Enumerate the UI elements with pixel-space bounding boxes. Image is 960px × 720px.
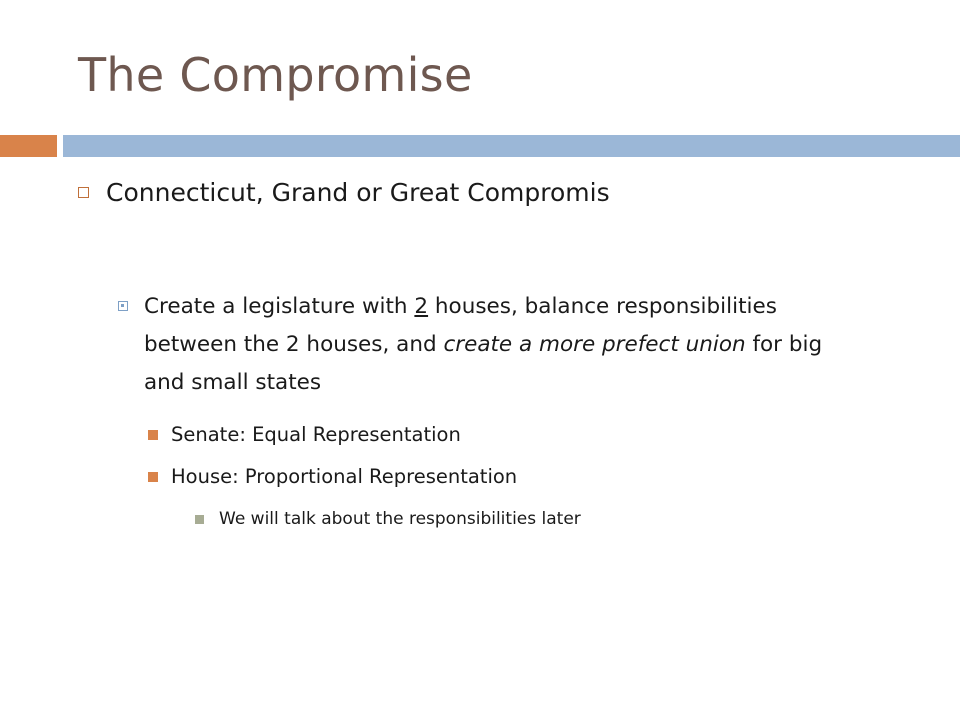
square-bullet-icon — [118, 301, 128, 311]
square-bullet-icon — [78, 187, 89, 198]
bullet-2-part-1: Create a legislature with — [144, 294, 415, 319]
sub-sub-bullet-text: We will talk about the responsibilities later — [219, 509, 581, 529]
bullet-2-part-3: for big and small states — [144, 332, 823, 395]
slide-title: The Compromise — [78, 48, 473, 102]
bullet-level-1 — [78, 178, 938, 207]
bullet-level-2-text — [118, 288, 838, 402]
sub-bullet-text: House: Proportional Representation — [171, 465, 518, 488]
bullet-2-number: 2 — [414, 294, 429, 319]
square-bullet-icon — [148, 430, 158, 440]
bullet-level-1-text: Connecticut, Grand or Great Compromis — [106, 178, 610, 207]
sub-bullet-house — [148, 465, 517, 488]
bullet-level-2 — [118, 288, 838, 402]
bullet-2-italic: create a more prefect union — [443, 332, 746, 357]
accent-bar-orange — [0, 135, 57, 157]
sub-bullet-text: Senate: Equal Representation — [171, 423, 461, 446]
sub-bullet-senate — [148, 423, 461, 446]
square-bullet-icon — [148, 472, 158, 482]
sub-sub-bullet — [195, 509, 581, 529]
square-bullet-icon — [195, 515, 204, 524]
bullet-2-part-2: houses, balance responsibilities between the 2 houses, and — [144, 294, 777, 357]
accent-bar-blue — [63, 135, 960, 157]
